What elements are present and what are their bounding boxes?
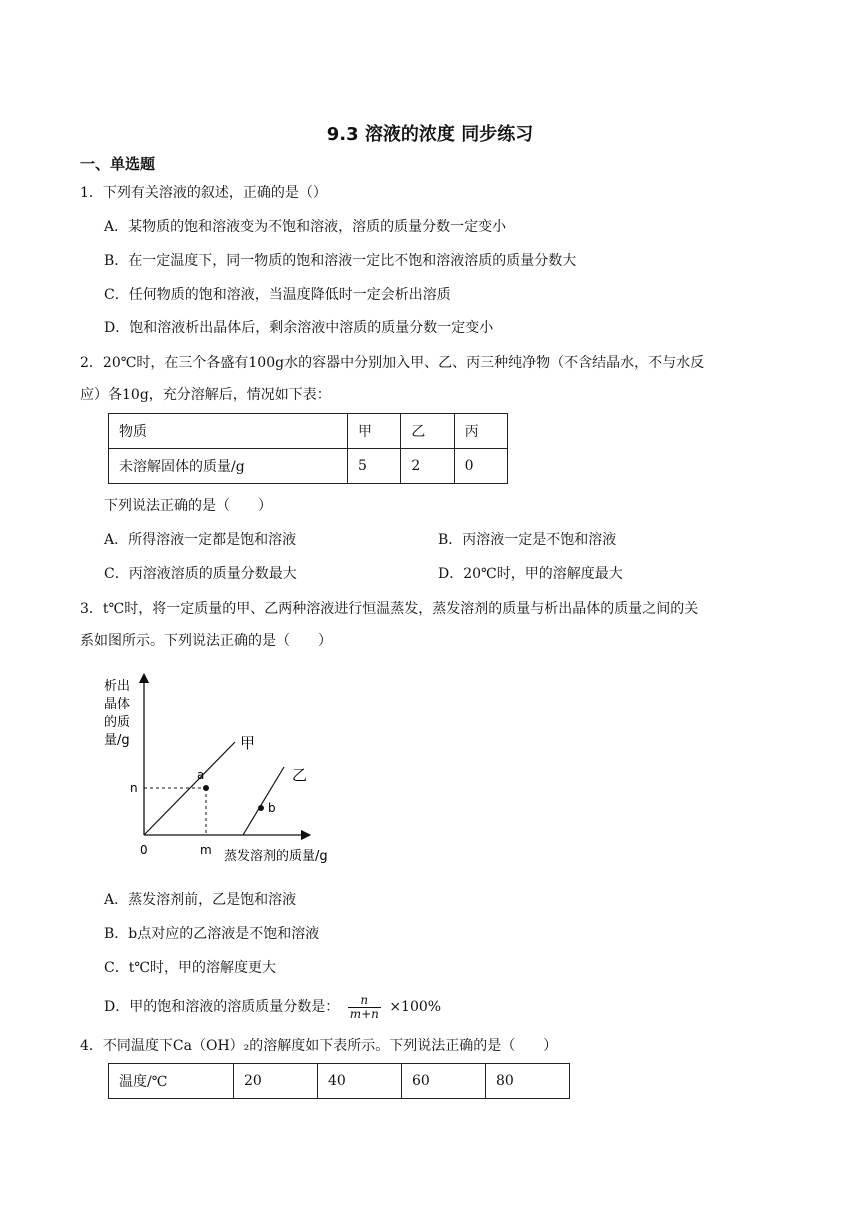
q3-option-c[interactable]: C．t℃时，甲的溶解度更大 xyxy=(104,960,276,976)
table-row xyxy=(109,414,508,449)
fraction-denominator: m+n xyxy=(349,1006,379,1021)
y-axis-label-1: 析出 xyxy=(104,679,131,694)
table-cell: 温度/℃ xyxy=(109,1064,234,1099)
table-cell: 未溶解固体的质量/g xyxy=(109,449,348,484)
q3-option-b[interactable]: B．b点对应的乙溶液是不饱和溶液 xyxy=(104,926,320,942)
point-b xyxy=(258,805,264,811)
q3-option-d-suffix: ×100% xyxy=(389,999,442,1015)
y-axis-label-2: 晶体 xyxy=(104,697,131,712)
label-n: n xyxy=(130,781,138,795)
q2-table xyxy=(108,413,508,484)
label-b: b xyxy=(268,801,276,815)
table-cell: 物质 xyxy=(109,414,348,449)
series-yi-line xyxy=(243,767,284,835)
q3-option-d[interactable] xyxy=(104,990,441,1024)
q1-stem: 1．下列有关溶液的叙述，正确的是（） xyxy=(80,185,327,201)
q3-stem-line1: 3．t℃时，将一定质量的甲、乙两种溶液进行恒温蒸发，蒸发溶剂的质量与析出晶体的质量之间的关 xyxy=(80,601,699,617)
fraction xyxy=(348,994,381,1021)
table-cell: 5 xyxy=(348,449,401,484)
label-jia: 甲 xyxy=(240,734,256,752)
table-cell: 40 xyxy=(318,1064,402,1099)
q2-option-b[interactable]: B．丙溶液一定是不饱和溶液 xyxy=(438,532,617,548)
q2-stem-line2: 应）各10g，充分溶解后，情况如下表： xyxy=(80,387,331,403)
table-cell: 60 xyxy=(402,1064,486,1099)
x-axis-label: 蒸发溶剂的质量/g xyxy=(224,849,328,864)
q4-stem: 4．不同温度下Ca（OH）₂的溶解度如下表所示。下列说法正确的是（ ） xyxy=(80,1038,558,1054)
label-yi: 乙 xyxy=(292,766,308,784)
y-axis-label-3: 的质 xyxy=(104,715,131,730)
q2-stem-line1: 2．20℃时，在三个各盛有100g水的容器中分别加入甲、乙、丙三种纯净物（不含结晶水，不与水反 xyxy=(80,355,705,371)
y-axis-label-4: 量/g xyxy=(104,733,130,748)
table-cell: 80 xyxy=(486,1064,570,1099)
page-title: 9.3 溶液的浓度 同步练习 xyxy=(326,124,534,145)
table-cell: 0 xyxy=(454,449,507,484)
label-m: m xyxy=(200,843,212,857)
q3-stem-line2: 系如图所示。下列说法正确的是（ ） xyxy=(80,633,332,649)
label-a: a xyxy=(197,768,205,782)
table-cell: 2 xyxy=(401,449,454,484)
table-cell: 甲 xyxy=(348,414,401,449)
q1-option-c[interactable]: C．任何物质的饱和溶液，当温度降低时一定会析出溶质 xyxy=(104,287,451,303)
label-origin: 0 xyxy=(140,843,148,857)
fraction-numerator: n xyxy=(348,994,381,1008)
q1-option-a[interactable]: A．某物质的饱和溶液变为不饱和溶液，溶质的质量分数一定变小 xyxy=(104,219,507,235)
q1-option-b[interactable]: B．在一定温度下，同一物质的饱和溶液一定比不饱和溶液溶质的质量分数大 xyxy=(104,253,577,269)
q3-graph xyxy=(100,672,350,872)
table-row xyxy=(109,449,508,484)
q4-table xyxy=(108,1063,570,1099)
q2-option-c[interactable]: C．丙溶液溶质的质量分数最大 xyxy=(104,566,297,582)
q2-prompt: 下列说法正确的是（ ） xyxy=(104,498,272,514)
table-cell: 丙 xyxy=(454,414,507,449)
table-row xyxy=(109,1064,570,1099)
table-cell: 20 xyxy=(234,1064,318,1099)
section-heading: 一、单选题 xyxy=(80,155,156,173)
q2-option-a[interactable]: A．所得溶液一定都是饱和溶液 xyxy=(104,532,297,548)
q1-option-d[interactable]: D．饱和溶液析出晶体后，剩余溶液中溶质的质量分数一定变小 xyxy=(104,320,494,336)
q2-option-d[interactable]: D．20℃时，甲的溶解度最大 xyxy=(438,566,623,582)
q3-option-d-prefix: D．甲的饱和溶液的溶质质量分数是： xyxy=(104,999,340,1015)
point-a xyxy=(203,785,209,791)
q3-option-a[interactable]: A．蒸发溶剂前，乙是饱和溶液 xyxy=(104,892,297,908)
table-cell: 乙 xyxy=(401,414,454,449)
